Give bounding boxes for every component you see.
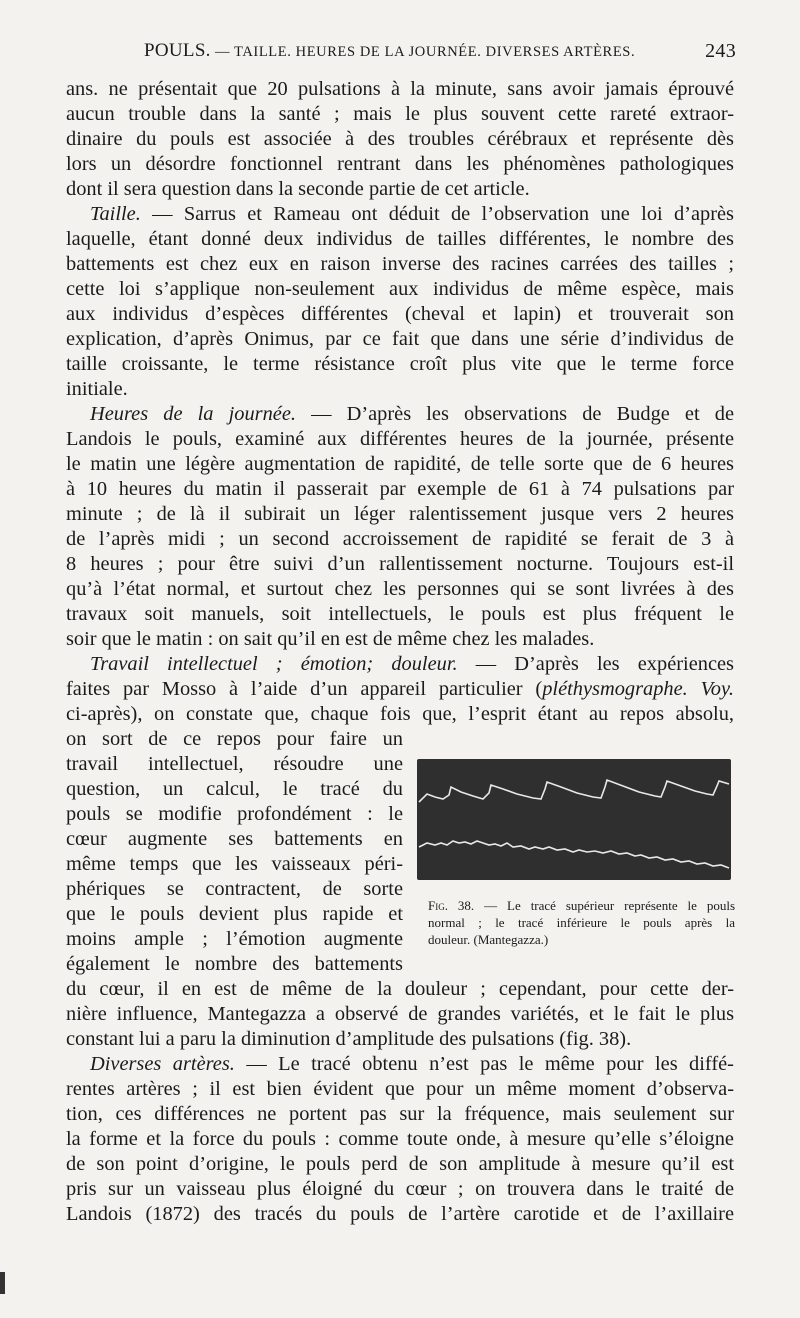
text-line: explication, d’après Onimus, par ce fait que dans une série d’individus de — [66, 328, 734, 350]
text-line: tion, ces différences ne portent pas sur la fréquence, mais seulement sur — [66, 1103, 734, 1125]
paragraph-heures-first-line — [90, 402, 734, 427]
paragraph-arteres-first-line — [90, 1052, 734, 1077]
paragraph-travail-first-line — [90, 652, 734, 677]
text-line: du cœur, il en est de même de la douleur ; cependant, pour cette der- — [66, 978, 734, 1000]
text-span: faites par Mosso à l’aide d’un appareil particulier ( — [66, 678, 543, 700]
text-line: battements est chez eux en raison inverse des racines carrées des tailles ; — [66, 253, 734, 275]
text-line: qu’à l’état normal, et surtout chez les personnes qui se sont livrées à des — [66, 578, 734, 600]
text-line: dont il sera question dans la seconde partie de cet article. — [66, 178, 530, 200]
section-heading-taille: Taille. — [90, 203, 141, 225]
text-line: phériques se contractent, de sorte — [66, 878, 403, 900]
text-span: — D’après les expériences — [475, 653, 734, 675]
text-line: initiale. — [66, 378, 128, 400]
running-head-subtitle: — TAILLE. HEURES DE LA JOURNÉE. DIVERSES ARTÈRES. — [210, 44, 636, 60]
text-line: 8 heures ; pour être suivi d’un rallentissement nocturne. Toujours est-il — [66, 553, 734, 575]
text-span: — Sarrus et Rameau ont déduit de l’observation une loi d’après — [152, 203, 734, 225]
pulse-tracing-graphic — [417, 759, 731, 880]
caption-line: douleur. (Mantegazza.) — [428, 932, 549, 947]
running-head-main: POULS. — [144, 40, 211, 61]
page-number: 243 — [705, 40, 736, 62]
text-line: de son point d’origine, le pouls perd de son amplitude à mesure qu’il est — [66, 1153, 734, 1175]
text-line: ci-après), on constate que, chaque fois que, l’esprit étant au repos absolu, — [66, 703, 734, 725]
section-heading-arteres: Diverses artères. — [90, 1053, 235, 1075]
text-line: la forme et la force du pouls : comme toute onde, à mesure qu’elle s’éloigne — [66, 1128, 734, 1150]
running-head-title — [144, 40, 635, 62]
trace-pulse-after-pain — [419, 841, 729, 868]
text-line: travaux soit manuels, soit intellectuels, le pouls est plus fréquent le — [66, 603, 734, 625]
text-line: Landois le pouls, examiné aux différentes heures de la journée, présente — [66, 428, 734, 450]
text-line: soir que le matin : on sait qu’il en est de même chez les malades. — [66, 628, 595, 650]
text-line: taille croissante, le terme résistance croît plus vite que le terme force — [66, 353, 734, 375]
text-line: ans. ne présentait que 20 pulsations à la minute, sans avoir jamais éprouvé — [66, 78, 734, 100]
text-line: travail intellectuel, résoudre une — [66, 753, 403, 775]
text-line: question, un calcul, le tracé du — [66, 778, 403, 800]
section-heading-heures: Heures de la journée. — [90, 403, 296, 425]
text-line: de l’après midi ; un second accroissement de rapidité se ferait de 3 à — [66, 528, 734, 550]
text-line: on sort de ce repos pour faire un — [66, 728, 403, 750]
paragraph-taille-first-line — [90, 202, 734, 227]
figure-label: Fig. 38. — [428, 898, 475, 913]
figure-caption — [410, 897, 735, 948]
text-line: aux individus d’espèces différentes (cheval et lapin) et trouverait son — [66, 303, 734, 325]
text-line: le matin une légère augmentation de rapidité, de telle sorte que de 6 heures — [66, 453, 734, 475]
section-heading-travail: Travail intellectuel ; émotion; douleur. — [90, 653, 458, 675]
text-line: à 10 heures du matin il passerait par exemple de 61 à 74 pulsations par — [66, 478, 734, 500]
text-line: nière influence, Mantegazza a observé de grandes variétés, et le fait le plus — [66, 1003, 734, 1025]
text-line: lors un désordre fonctionnel rentrant dans les phénomènes pathologiques — [66, 153, 734, 175]
text-line: laquelle, étant donné deux individus de tailles différentes, le nombre des — [66, 228, 734, 250]
text-span: — Le tracé obtenu n’est pas le même pour les diffé- — [246, 1053, 734, 1075]
text-line: pris sur un vaisseau plus éloigné du cœur ; on trouvera dans le traité de — [66, 1178, 734, 1200]
text-line: minute ; de là il subirait un léger ralentissement jusque vers 2 heures — [66, 503, 734, 525]
text-line: rentes artères ; il est bien évident que pour un même moment d’observa- — [66, 1078, 734, 1100]
text-span: — D’après les observations de Budge et de — [311, 403, 735, 425]
figure-38-pulse-tracing — [417, 759, 731, 880]
text-line: pouls se modifie profondément : le — [66, 803, 403, 825]
caption-text: — Le tracé supérieur représente le pouls — [484, 898, 736, 913]
text-line: aucun trouble dans la santé ; mais le plus souvent cette rareté extraor- — [66, 103, 734, 125]
text-line: dinaire du pouls est associée à des troubles cérébraux et représente dès — [66, 128, 734, 150]
text-line: constant lui a paru la diminution d’amplitude des pulsations (fig. 38). — [66, 1028, 632, 1050]
caption-line: normal ; le tracé inférieure le pouls après la — [428, 915, 735, 930]
text-line: Landois (1872) des tracés du pouls de l’artère carotide et de l’axillaire — [66, 1203, 734, 1225]
text-line: cœur augmente ses battements en — [66, 828, 403, 850]
text-line: moins ample ; l’émotion augmente — [66, 928, 403, 950]
running-head — [66, 40, 736, 70]
text-line: que le pouls devient plus rapide et — [66, 903, 403, 925]
page-edge-mark — [0, 1272, 5, 1294]
text-line — [66, 677, 734, 702]
caption-line — [410, 897, 735, 914]
text-line: cette loi s’applique non-seulement aux individus de même espèce, mais — [66, 278, 734, 300]
trace-normal-pulse — [419, 780, 729, 802]
text-line: même temps que les vaisseaux péri- — [66, 853, 403, 875]
italic-term-plethysmographe: pléthysmographe. Voy. — [542, 678, 734, 700]
text-line: également le nombre des battements — [66, 953, 403, 975]
